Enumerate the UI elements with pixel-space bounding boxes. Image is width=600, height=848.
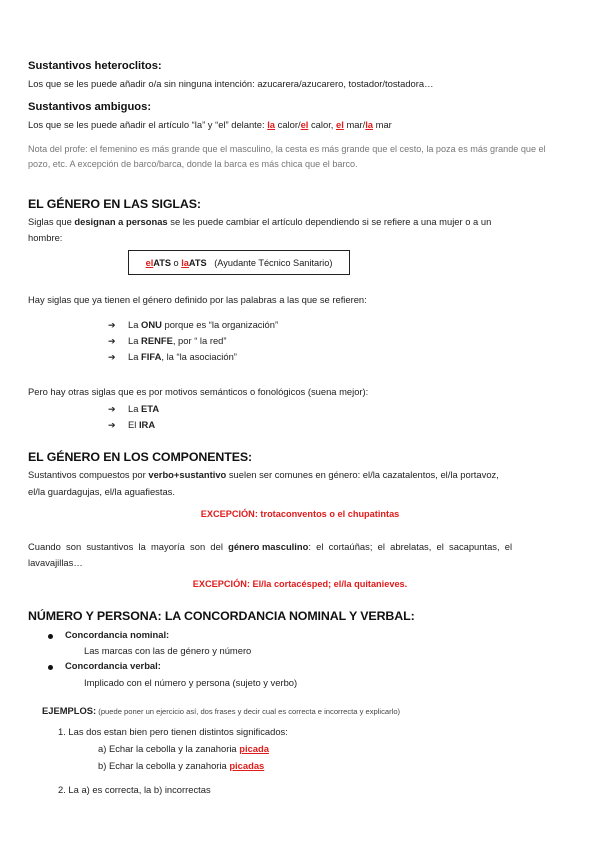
bullet-icon	[48, 665, 53, 670]
nominal-text: Las marcas con las de género y número	[84, 645, 252, 656]
example-sub-a	[98, 743, 269, 754]
sub-b-highlight: picadas	[229, 760, 265, 771]
componentes-p2	[28, 541, 550, 552]
word-calor: calor/	[275, 119, 301, 130]
list-item	[108, 403, 159, 415]
exception-2: EXCEPCIÓN: El/la cortacésped; el/la quitanieves.	[192, 579, 408, 589]
arrow-icon: ➔	[108, 320, 116, 330]
box-article-el: el	[145, 257, 154, 268]
siglas-intro	[28, 216, 491, 227]
componentes-p1-suffix: suelen ser comunes en género: el/la cazatalentos, el/la portavoz,	[226, 469, 499, 480]
article-el: el	[336, 119, 344, 130]
componentes-p2-prefix: Cuando son sustantivos la mayoría son del	[28, 541, 229, 552]
sub-a-text: a) Echar la cebolla y la zanahoria	[98, 743, 240, 754]
item-post: , por “ la red”	[172, 335, 227, 346]
ambiguos-text-prefix: Los que se les puede añadir el artículo “la” y “el” delante:	[28, 119, 268, 130]
ambiguos-title: Sustantivos ambiguos:	[28, 101, 152, 113]
word-mar: mar	[373, 119, 392, 130]
item-pre: La	[128, 403, 142, 414]
heteroclitos-text: Los que se les puede añadir o/a sin ninguna intención: azucarera/azucarero, tostador/tostadora…	[28, 78, 434, 89]
sigla-eta: ETA	[141, 403, 160, 414]
siglas-intro-suffix: se les puede cambiar el artículo dependiendo si se refiere a una mujer o a un	[167, 216, 492, 227]
item-post: , la “la asociación”	[161, 351, 237, 362]
example-sub-b	[98, 760, 264, 771]
box-conjunction: o	[170, 257, 182, 268]
ejemplos-label: EJEMPLOS:	[42, 705, 97, 716]
example-item-2: 2. La a) es correcta, la b) incorrectas	[58, 784, 211, 795]
item-pre: El	[128, 419, 139, 430]
sigla-renfe: RENFE	[141, 335, 173, 346]
ambiguos-text	[28, 119, 392, 130]
componentes-p1-prefix: Sustantivos compuestos por	[28, 469, 149, 480]
sub-b-text: b) Echar la cebolla y zanahoria	[98, 760, 230, 771]
ejemplos-note: (puede poner un ejercicio así, dos frases y decir cual es correcta e incorrecta y explicarlo)	[96, 707, 401, 716]
list-item	[108, 335, 227, 347]
word-calor: calor,	[308, 119, 337, 130]
box-description: (Ayudante Técnico Sanitario)	[206, 257, 333, 268]
bullet-icon	[48, 634, 53, 639]
article-el: el	[300, 119, 309, 130]
item-pre: La	[128, 335, 142, 346]
example-item-1: 1. Las dos estan bien pero tienen distintos significados:	[58, 726, 288, 737]
nominal-label: Concordancia nominal:	[65, 629, 170, 640]
defined-siglas-intro: Hay siglas que ya tienen el género definido por las palabras a las que se refieren:	[28, 294, 367, 305]
sigla-onu: ONU	[141, 319, 162, 330]
componentes-p2-line2: lavavajillas…	[28, 557, 83, 568]
box-article-la: la	[181, 257, 189, 268]
componentes-p2-bold: género masculino	[228, 541, 309, 552]
arrow-icon: ➔	[108, 336, 116, 346]
siglas-intro-prefix: Siglas que	[28, 216, 75, 227]
siglas-intro-bold: designan a personas	[74, 216, 168, 227]
componentes-p1-bold: verbo+sustantivo	[148, 469, 227, 480]
verbal-text: Implicado con el número y persona (sujeto y verbo)	[84, 677, 298, 688]
componentes-p1-line2: el/la guardagujas, el/la aguafiestas.	[28, 486, 175, 497]
item-pre: La	[128, 351, 142, 362]
item-post: porque es “la organización”	[161, 319, 279, 330]
siglas-title: EL GÉNERO EN LAS SIGLAS:	[28, 197, 201, 211]
article-la: la	[267, 119, 276, 130]
box-ats: ATS	[188, 257, 207, 268]
list-item	[108, 351, 237, 363]
ejemplos-line	[42, 705, 400, 716]
heteroclitos-title: Sustantivos heteroclitos:	[28, 60, 162, 72]
siglas-intro-line2: hombre:	[28, 232, 63, 243]
concordancia-title: NÚMERO Y PERSONA: LA CONCORDANCIA NOMINAL Y VERBAL:	[28, 609, 415, 623]
list-item	[108, 419, 155, 431]
word-mar: mar/	[343, 119, 366, 130]
teacher-note: Nota del profe: el femenino es más grande que el masculino, la cesta es más grande que el cesto, la poza es más grande que el pozo, etc. A excepción de barco/barca, donde la barca es más chica que el barco.	[28, 144, 546, 169]
sigla-fifa: FIFA	[141, 351, 162, 362]
item-pre: La	[128, 319, 142, 330]
arrow-icon: ➔	[108, 420, 116, 430]
box-ats: ATS	[153, 257, 171, 268]
arrow-icon: ➔	[108, 352, 116, 362]
verbal-label: Concordancia verbal:	[65, 660, 161, 671]
ats-example-box	[128, 250, 350, 275]
article-la: la	[365, 119, 374, 130]
sigla-ira: IRA	[138, 419, 156, 430]
exception-1: EXCEPCIÓN: trotaconventos o el chupatintas	[200, 509, 400, 519]
componentes-title: EL GÉNERO EN LOS COMPONENTES:	[28, 450, 253, 464]
componentes-p1	[28, 469, 499, 480]
list-item	[108, 319, 278, 331]
semantic-siglas-intro: Pero hay otras siglas que es por motivos semánticos o fonológicos (suena mejor):	[28, 386, 369, 397]
componentes-p2-suffix: : el cortaúñas; el abrelatas, el sacapuntas, el	[308, 541, 513, 552]
sub-a-highlight: picada	[239, 743, 269, 754]
arrow-icon: ➔	[108, 404, 116, 414]
